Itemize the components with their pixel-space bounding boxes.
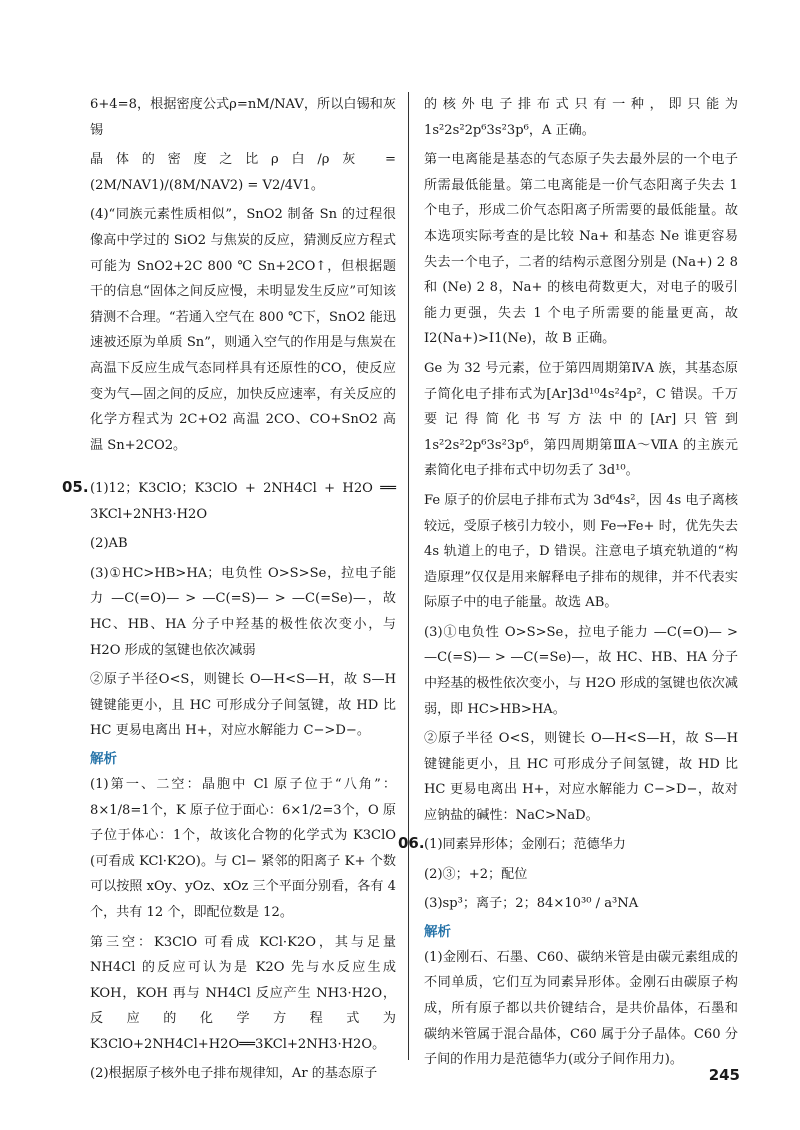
q05-answer-3: (3)①HC>HB>HA；电负性 O>S>Se，拉电子能力 —C(=O)— > —C(=S)— > —C(=Se)—，故 HC、HB、HA 分子中羟基的极性依次变小，与 H2O 形成的氢键也依次减弱 xyxy=(90,565,396,658)
jiexi-label: 解析 xyxy=(424,923,451,940)
ar-configuration-text: 的核外电子排布式只有一种，即只能为 1s²2s²2p⁶3s²3p⁶，A 正确。 xyxy=(424,97,738,138)
q06-answer-3: (3)sp³；离子；2；84×10³⁰ / a³NA xyxy=(424,896,639,912)
right-column xyxy=(424,92,738,833)
q05-part3-1-text: (3)①电负性 O>S>Se，拉电子能力 —C(=O)— > —C(=S)— > —C(=Se)—，故 HC、HB、HA 分子中羟基的极性依次变小，与 H2O 形成的氢键也依次减弱，即 HC>HB>HA。 xyxy=(424,624,738,717)
ge-configuration-text: Ge 为 32 号元素，位于第四周期第ⅣA 族，其基态原子简化电子排布式为[Ar]3d¹⁰4s²4p²，C 错误。千万要记得简化书写方法中的[Ar]只管到 1s²2s²2p⁶3s²3p⁶，第四周期第ⅢA～ⅦA 的主族元素简化电子排布式中切勿丢了 3d¹⁰。 xyxy=(424,360,738,479)
q06-explanation-1: (1)金刚石、石墨、C60、碳纳米管是由碳元素组成的不同单质，它们互为同素异形体。金刚石由碳原子构成，所有原子都以共价键结合，是共价晶体，石墨和碳纳米管属于混合晶体，C60 属于分子晶体。C60 分子间的作用力是范德华力(或分子间作用力)。 xyxy=(424,949,738,1068)
jiexi-label: 解析 xyxy=(90,750,117,767)
q05-answer-4: ②原子半径O<S，则键长 O—H<S—H，故 S—H 键键能更小，且 HC 可形成分子间氢键，故 HD 比 HC 更易电离出 H+，对应水解能力 C−>D−。 xyxy=(90,672,396,739)
page-number: 245 xyxy=(708,1066,740,1084)
density-formula-text: 6+4=8，根据密度公式ρ=nM/NAV，所以白锡和灰锡 xyxy=(90,97,396,138)
column-divider xyxy=(408,92,409,1060)
question-06-answers xyxy=(424,832,738,1077)
q05-explanation-3: (2)根据原子核外电子排布规律知，Ar 的基态原子 xyxy=(90,1066,378,1082)
ionization-energy-text: 第一电离能是基态的气态原子失去最外层的一个电子所需最低能量。第二电离能是一价气态阳离子失去 1 个电子，形成二价气态阳离子所需要的最低能量。故本选项实际考查的是比较 Na+ 和基态 Ne 谁更容易失去一个电子，二者的结构示意图分别是 (Na+) 2 8 和 (Ne) 2 8，Na+ 的核电荷数更大，对电子的吸引能力更强，失去 1 个电子所需要的能量更高，故 I2(Na+)>I1(Ne)，故 B 正确。 xyxy=(424,152,738,347)
q05-explanation-2: 第三空：K3ClO 可看成 KCl·K2O，其与足量 NH4Cl 的反应可认为是 K2O 先与水反应生成 KOH，KOH 再与 NH4Cl 反应产生 NH3·H2O，反应的化学方程式为 K3ClO+2NH4Cl+H2O══3KCl+2NH3·H2O。 xyxy=(90,934,396,1052)
question-05-number: 05. xyxy=(62,478,89,496)
left-column xyxy=(90,92,396,462)
q06-answer-1: (1)同素异形体；金刚石；范德华力 xyxy=(424,837,626,852)
density-ratio-text: 晶体的密度之比ρ白/ρ灰 = (2M/NAV1)/(8M/NAV2) = V2/4V1。 xyxy=(90,152,396,193)
q05-part3-2-text: ②原子半径 O<S，则键长 O—H<S—H，故 S—H 键键能更小，且 HC 可形成分子间氢键，故 HD 比 HC 更易电离出 H+，对应水解能力 C−>D−，故对应钠盐的碱性：NaC>NaD。 xyxy=(424,731,738,824)
q05-answer-1: (1)12；K3ClO；K3ClO + 2NH4Cl + H2O ══ 3KCl+2NH3·H2O xyxy=(90,481,396,522)
question-05-answers xyxy=(90,476,396,1091)
fe-configuration-text: Fe 原子的价层电子排布式为 3d⁶4s²，因 4s 电子离核较远，受原子核引力较小，则 Fe→Fe+ 时，优先失去 4s 轨道上的电子，D 错误。注意电子填充轨道的“构造原理”仅仅是用来解释电子排布的规律，并不代表实际原子中的电子能量。故选 AB。 xyxy=(424,492,738,611)
q05-explanation-1: (1)第一、二空：晶胞中 Cl 原子位于“八角”：8×1/8=1个，K 原子位于面心：6×1/2=3个，O 原子位于体心：1个，故该化合物的化学式为 K3ClO (可看成 KCl·K2O)。与 Cl− 紧邻的阳离子 K+ 个数可以按照 xOy、yOz、xOz 三个平面分别看，各有 4 个，共有 12 个，即配位数是 12。 xyxy=(90,776,396,920)
q06-answer-2: (2)③；+2；配位 xyxy=(424,866,528,882)
q05-answer-2: (2)AB xyxy=(90,536,128,552)
question-06-number: 06. xyxy=(398,834,425,852)
part4-analysis: (4)“同族元素性质相似”，SnO2 制备 Sn 的过程很像高中学过的 SiO2 与焦炭的反应，猜测反应方程式可能为 SnO2+2C 800 ℃ Sn+2CO↑，但根据题干的信息“固体之间反应慢，未明显发生反应”可知该猜测不合理。“若通入空气在 800 ℃下，SnO2 能迅速被还原为单质 Sn”，则通入空气的作用是与焦炭在高温下反应生成气态同样具有还原性的CO，使反应变为气—固之间的反应，加快反应速率，有关反应的化学方程式为 2C+O2 高温 2CO、CO+SnO2 高温 Sn+2CO2。 xyxy=(90,207,396,453)
